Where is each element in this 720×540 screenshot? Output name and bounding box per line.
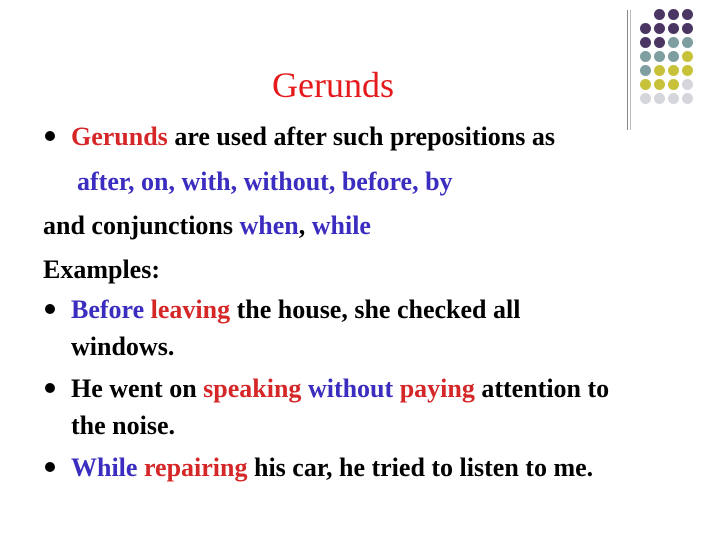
decorative-dot (668, 93, 679, 104)
decorative-dot (682, 23, 693, 34)
prepositions-line: after, on, with, without, before, by (77, 167, 453, 196)
decorative-dot (654, 93, 665, 104)
text-span: attention to (474, 374, 610, 403)
decorative-dot (682, 37, 693, 48)
text-span: and conjunctions (43, 211, 240, 240)
text-span: He went on (71, 374, 204, 403)
decorative-dot (668, 79, 679, 90)
decorative-dot (640, 65, 651, 76)
example-line-cont: the noise. (71, 411, 175, 440)
highlight-word: Gerunds (71, 122, 168, 151)
bullet-icon (45, 304, 55, 314)
decorative-dot (654, 65, 665, 76)
decorative-dot (668, 23, 679, 34)
highlight-word: speaking (203, 374, 302, 403)
highlight-word: repairing (137, 453, 248, 482)
decorative-dot (668, 37, 679, 48)
example-line (71, 448, 593, 487)
decorative-dot (654, 51, 665, 62)
decorative-line (630, 10, 631, 130)
highlight-word: while (311, 211, 371, 240)
decorative-line (627, 10, 628, 130)
examples-label: Examples: (43, 255, 160, 284)
decorative-dot (682, 9, 693, 20)
highlight-word: without (301, 374, 394, 403)
example-line-cont: windows. (71, 332, 175, 361)
decorative-dot (640, 79, 651, 90)
highlight-word: leaving (144, 295, 231, 324)
decorative-dot (682, 79, 693, 90)
decorative-dot (640, 23, 651, 34)
bullet-line (71, 117, 555, 156)
decorative-dot (654, 23, 665, 34)
decorative-dot (640, 51, 651, 62)
decorative-dot (668, 65, 679, 76)
slide-title: Gerunds (272, 65, 394, 105)
decorative-dot-grid (640, 9, 720, 109)
text-span: his car, he tried to listen to me. (247, 453, 594, 482)
decorative-dot (654, 37, 665, 48)
text-span: , (298, 211, 312, 240)
decorative-dot (654, 79, 665, 90)
highlight-word: While (71, 453, 138, 482)
text-span: the house, she checked all (230, 295, 521, 324)
decorative-dot (682, 93, 693, 104)
decorative-dot (654, 9, 665, 20)
decorative-dot (668, 51, 679, 62)
text-span: are used after such prepositions as (167, 122, 555, 151)
bullet-icon (45, 131, 55, 141)
decorative-dot (682, 65, 693, 76)
decorative-dot (640, 93, 651, 104)
bullet-icon (45, 462, 55, 472)
bullet-icon (45, 383, 55, 393)
decorative-dot (668, 9, 679, 20)
conjunctions-line (43, 206, 371, 245)
highlight-word: Before (71, 295, 145, 324)
decorative-dot (640, 37, 651, 48)
decorative-dot (682, 51, 693, 62)
example-line (71, 369, 609, 408)
highlight-word: when (239, 211, 299, 240)
example-line (71, 290, 520, 329)
highlight-word: paying (393, 374, 475, 403)
